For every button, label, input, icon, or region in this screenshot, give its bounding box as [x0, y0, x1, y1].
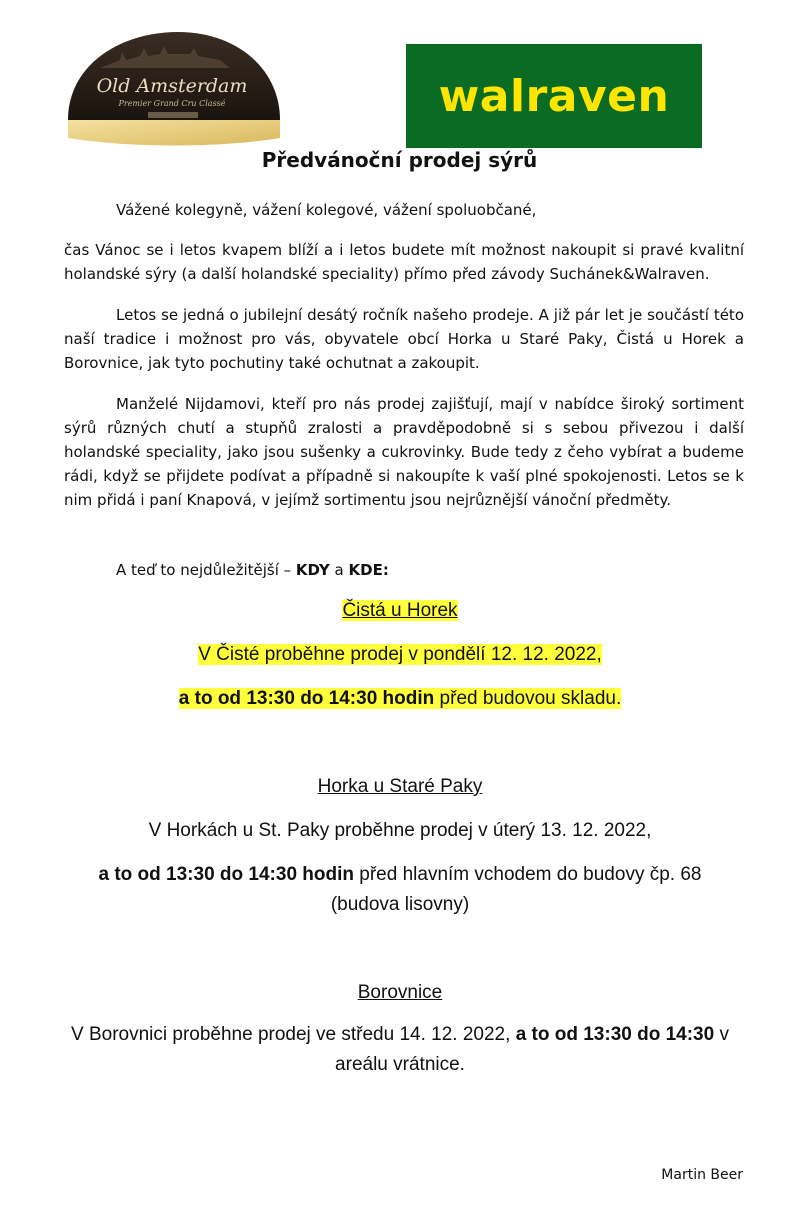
- location-date-cista: V Čisté proběhne prodej v pondělí 12. 12. 2022,: [198, 644, 602, 665]
- location-cista-time-line: [40, 684, 760, 714]
- location-heading-borovnice: Borovnice: [357, 982, 443, 1003]
- location-borovnice-heading-line: [40, 978, 760, 1008]
- old-amsterdam-cheese-logo: [60, 20, 285, 150]
- location-heading-horka: Horka u Staré Paky: [317, 776, 483, 797]
- when-where-prefix: A teď to nejdůležitější –: [116, 561, 296, 579]
- location-date-borovnice: V Borovnici proběhne prodej ve středu 14. 12. 2022,: [71, 1024, 516, 1045]
- greeting: Vážené kolegyně, vážení kolegové, vážení spoluobčané,: [116, 201, 537, 219]
- when-where-and: a: [329, 561, 349, 579]
- walraven-logo: [406, 44, 702, 148]
- location-date-horka: V Horkách u St. Paky proběhne prodej v úterý 13. 12. 2022,: [148, 820, 652, 841]
- cheese-brand-text: Old Amsterdam: [96, 75, 248, 97]
- location-time-horka: a to od 13:30 do 14:30 hodin: [98, 864, 354, 885]
- location-cista-date-line: [40, 640, 760, 670]
- location-borovnice-line: [60, 1020, 740, 1080]
- location-time-cista: a to od 13:30 do 14:30 hodin: [178, 688, 435, 709]
- signature: Martin Beer: [661, 1167, 743, 1183]
- walraven-logo-text: walraven: [438, 70, 670, 122]
- location-cista-heading-line: [40, 596, 760, 626]
- location-horka-heading-line: [40, 772, 760, 802]
- location-place-horka: před hlavním vchodem do budovy čp. 68 (budova lisovny): [330, 864, 702, 915]
- location-horka-time-line: [70, 860, 730, 920]
- location-heading-cista: Čistá u Horek: [342, 600, 458, 621]
- when-where-line: [64, 558, 744, 582]
- page-title: Předvánoční prodej sýrů: [261, 148, 538, 172]
- where-label: KDE:: [348, 561, 389, 579]
- cheese-sub-text: Premier Grand Cru Classé: [118, 99, 226, 108]
- location-place-borovnice: v areálu vrátnice.: [335, 1024, 729, 1075]
- location-time-borovnice: a to od 13:30 do 14:30: [515, 1024, 715, 1045]
- when-label: KDY: [295, 561, 330, 579]
- paragraph-3: Manželé Nijdamovi, kteří pro nás prodej zajišťují, mají v nabídce široký sortiment sýrů různých chutí a stupňů zralosti a pravděpodobně si s sebou přivezou i další holandské speciality, jako jsou sušenky a cukrovinky. Bude tedy z čeho vybírat a budeme rádi, když se přijdete podívat a případně si nakoupíte k vaší plné spokojenosti. Letos se k nim přidá i paní Knapová, v jejímž sortimentu jsou nejrůznější vánoční předměty.: [64, 395, 744, 509]
- location-place-cista: před budovou skladu.: [434, 688, 622, 709]
- paragraph-2: Letos se jedná o jubilejní desátý ročník našeho prodeje. A již pár let je součástí této naší tradice i možnost pro vás, obyvatele obcí Horka u Staré Paky, Čistá u Horek a Borovnice, jak tyto pochutiny také ochutnat a zakoupit.: [64, 306, 744, 372]
- paragraph-1: čas Vánoc se i letos kvapem blíží a i letos budete mít možnost nakoupit si pravé kvalitní holandské sýry (a další holandské speciality) přímo před závody Suchánek&Walraven.: [64, 241, 744, 283]
